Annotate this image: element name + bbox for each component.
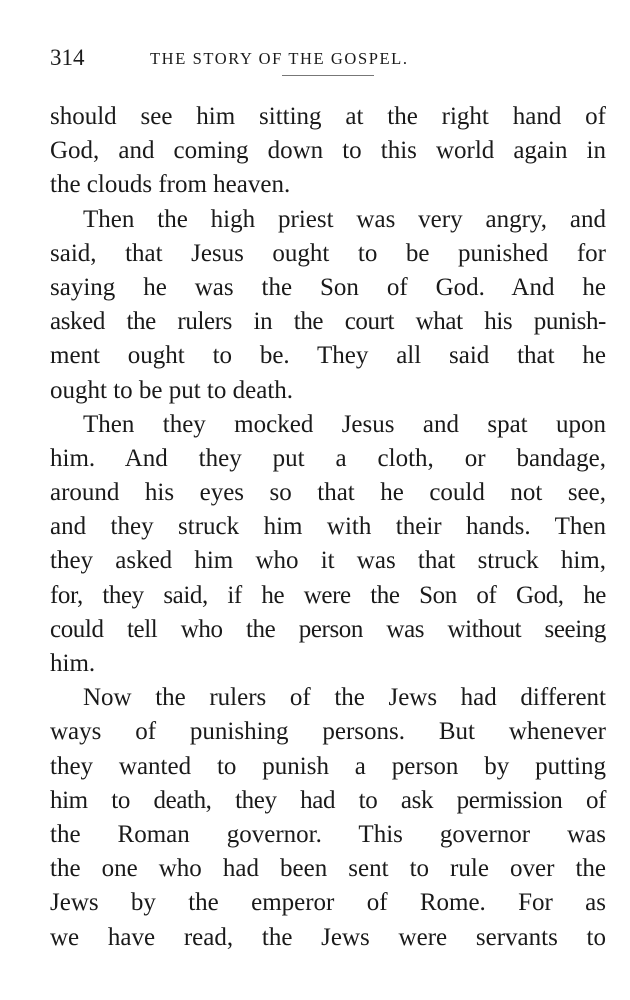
text-line: ways of punishing persons. But whenever (50, 718, 606, 746)
text-line: God, and coming down to this world again in (50, 137, 606, 165)
text-line: him. (50, 650, 96, 677)
text-line: asked the rulers in the court what his punish- (50, 308, 606, 336)
text-line: the one who had been sent to rule over the (50, 855, 606, 883)
text-line: and they struck him with their hands. Then (50, 513, 606, 541)
paragraph (50, 203, 606, 408)
paragraph (50, 100, 606, 203)
text-line: could tell who the person was without seeing (50, 615, 606, 643)
text-line: they wanted to punish a person by putting (50, 752, 606, 780)
text-line: ment ought to be. They all said that he (50, 342, 606, 370)
paragraph (50, 681, 606, 955)
text-line: the clouds from heaven. (50, 171, 291, 199)
text-line: him. And they put a cloth, or bandage, (50, 444, 606, 472)
text-line: around his eyes so that he could not see, (50, 479, 606, 507)
text-line: said, that Jesus ought to be punished for (50, 239, 606, 267)
text-line: we have read, the Jews were servants to (50, 923, 606, 951)
running-title: THE STORY OF THE GOSPEL. (150, 49, 409, 68)
text-line: for, they said, if he were the Son of God, he (50, 581, 606, 609)
page-header (50, 44, 610, 80)
page-number: 314 (50, 45, 85, 70)
text-line: him to death, they had to ask permission of (50, 786, 606, 814)
text-line: ought to be put to death. (50, 376, 294, 404)
text-line: they asked him who it was that struck him, (50, 547, 606, 575)
body-text (50, 100, 606, 955)
text-line: Now the rulers of the Jews had different (83, 684, 606, 712)
paragraph (50, 408, 606, 682)
text-line: should see him sitting at the right hand of (50, 103, 606, 130)
text-line: Jews by the emperor of Rome. For as (50, 889, 606, 917)
text-line: saying he was the Son of God. And he (50, 273, 606, 301)
text-line: Then the high priest was very angry, and (83, 205, 606, 233)
text-line: the Roman governor. This governor was (50, 820, 606, 848)
header-rule (282, 75, 374, 76)
text-line: Then they mocked Jesus and spat upon (83, 410, 606, 438)
